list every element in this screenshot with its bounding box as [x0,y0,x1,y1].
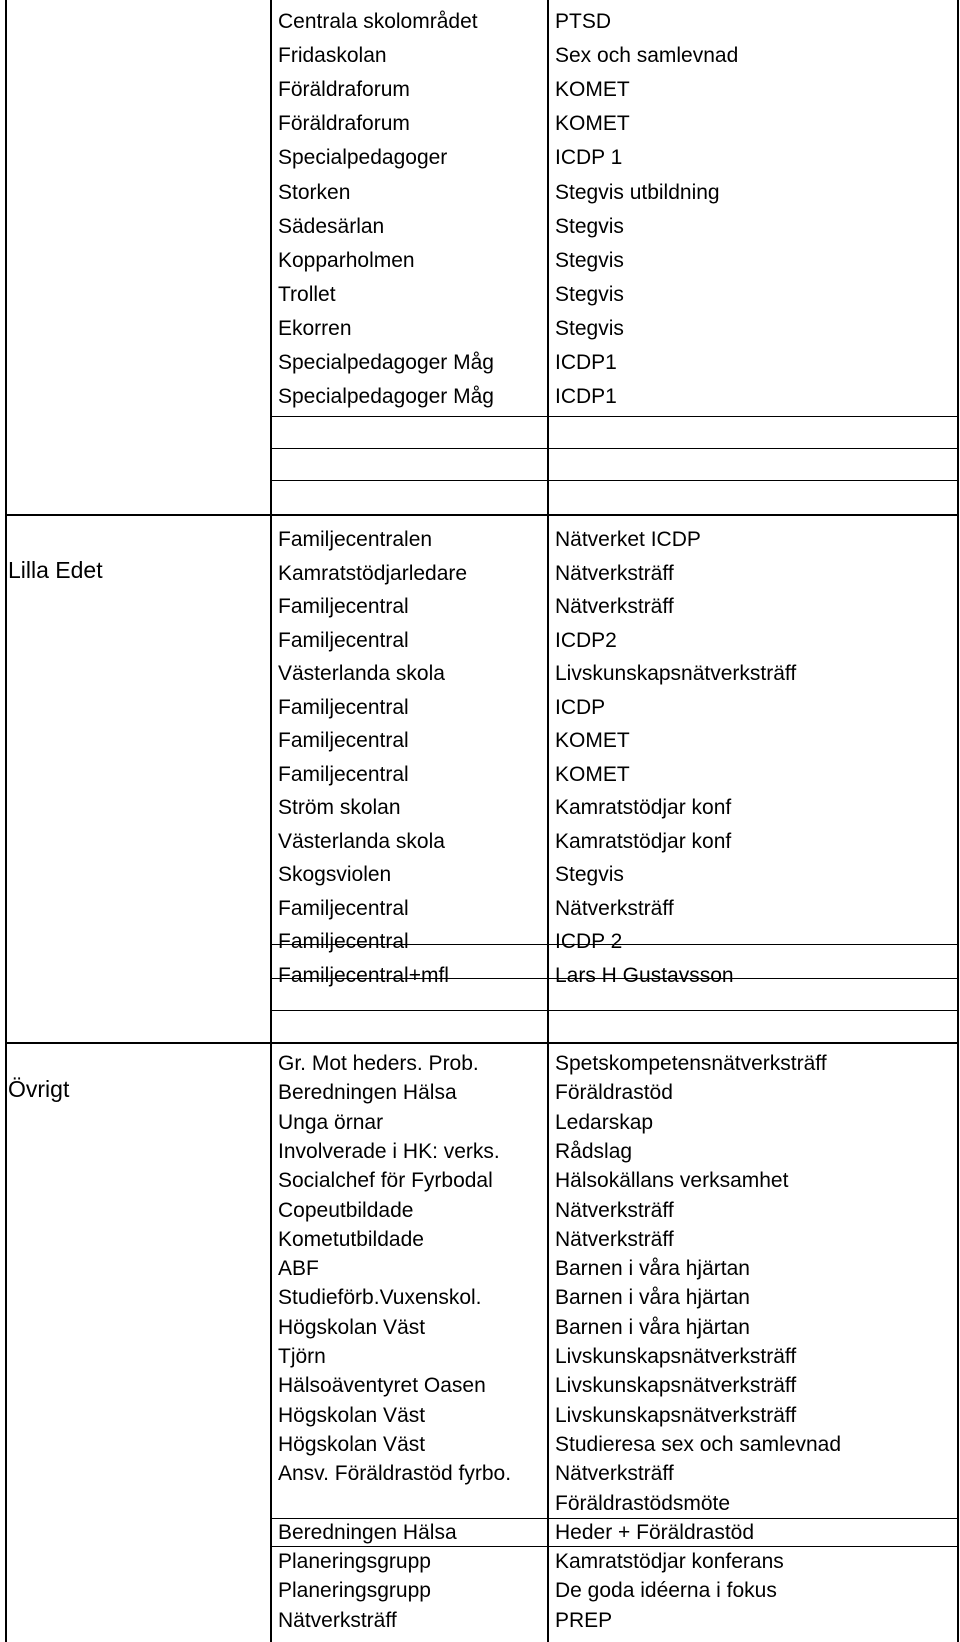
activity-cell: KOMET [555,763,630,786]
activity-cell: Livskunskapsnätverksträff [555,662,797,685]
activity-cell: Livskunskapsnätverksträff [555,1404,797,1427]
organisation-cell: Specialpedagoger [278,146,448,169]
activity-cell: KOMET [555,78,630,101]
activity-cell: Barnen i våra hjärtan [555,1286,750,1309]
organisation-cell: Tjörn [278,1345,326,1368]
activity-cell: Stegvis [555,215,624,238]
organisation-cell: Copeutbildade [278,1199,414,1222]
organisation-cell: Specialpedagoger Måg [278,351,494,374]
organisation-cell: Västerlanda skola [278,662,445,685]
organisation-cell: Familjecentral [278,729,409,752]
organisation-cell: Planeringsgrupp [278,1550,431,1573]
activity-cell: Heder + Föräldrastöd [555,1521,755,1544]
activity-cell: ICDP1 [555,385,617,408]
organisation-cell: Familjecentral [278,595,409,618]
organisation-cell: Nätverksträff [278,1609,397,1632]
activity-cell: Kamratstödjar konferans [555,1550,784,1573]
organisation-cell: Kometutbildade [278,1228,424,1251]
organisation-cell: Skogsviolen [278,863,392,886]
organisation-cell: Familjecentral [278,696,409,719]
activity-cell: Livskunskapsnätverksträff [555,1374,797,1397]
organisation-cell: Familjecentral [278,930,409,953]
activity-cell: Stegvis utbildning [555,181,720,204]
empty-row-border [270,448,959,449]
organisation-cell: Västerlanda skola [278,830,445,853]
organisation-cell: Hälsoäventyret Oasen [278,1374,486,1397]
activity-cell: Sex och samlevnad [555,44,739,67]
activity-cell: KOMET [555,729,630,752]
activity-cell: Barnen i våra hjärtan [555,1316,750,1339]
activity-cell: Hälsokällans verksamhet [555,1169,789,1192]
activity-cell: KOMET [555,112,630,135]
organisation-cell: Involverade i HK: verks. [278,1140,500,1163]
organisation-cell: Centrala skolområdet [278,10,478,33]
organisation-cell: Ansv. Föräldrastöd fyrbo. [278,1462,512,1485]
organisation-cell: Gr. Mot heders. Prob. [278,1052,479,1075]
activity-cell: Föräldrastödsmöte [555,1492,731,1515]
activity-cell: Stegvis [555,317,624,340]
activity-cell: ICDP1 [555,351,617,374]
activity-cell: Studieresa sex och samlevnad [555,1433,841,1456]
activity-cell: Lars H Gustavsson [555,964,734,987]
activity-cell: Nätverket ICDP [555,528,701,551]
organisation-cell: Högskolan Väst [278,1316,426,1339]
organisation-cell: Familjecentral [278,763,409,786]
activity-cell: Ledarskap [555,1111,654,1134]
organisation-cell: Beredningen Hälsa [278,1521,457,1544]
activity-cell: Barnen i våra hjärtan [555,1257,750,1280]
activity-cell: Kamratstödjar konf [555,796,732,819]
organisation-cell: Ekorren [278,317,352,340]
activity-cell: Kamratstödjar konf [555,830,732,853]
empty-row-border [270,416,959,417]
activity-cell: Stegvis [555,249,624,272]
activity-cell: ICDP2 [555,629,617,652]
empty-row-border [270,480,959,481]
section-separator [5,514,959,516]
organisation-cell: Beredningen Hälsa [278,1081,457,1104]
activity-cell: Nätverksträff [555,1462,674,1485]
organisation-cell: Familjecentral [278,629,409,652]
organisation-cell: Högskolan Väst [278,1404,426,1427]
section-label-lilla-edet: Lilla Edet [8,557,103,583]
activity-cell: ICDP 2 [555,930,623,953]
activity-cell: Livskunskapsnätverksträff [555,1345,797,1368]
activity-cell: Stegvis [555,283,624,306]
activity-cell: Rådslag [555,1140,633,1163]
organisation-cell: Föräldraforum [278,112,410,135]
divider-label-column [270,0,272,1642]
organisation-cell: Trollet [278,283,336,306]
organisation-cell: Socialchef för Fyrbodal [278,1169,493,1192]
organisation-cell: Ström skolan [278,796,401,819]
activity-cell: PREP [555,1609,613,1632]
organisation-cell: Sädesärlan [278,215,385,238]
organisation-cell: Högskolan Väst [278,1433,426,1456]
left-border [5,0,7,1642]
activity-cell: Nätverksträff [555,897,674,920]
activity-cell: ICDP [555,696,606,719]
activity-cell: Nätverksträff [555,595,674,618]
section-label-ovrigt: Övrigt [8,1076,70,1102]
activity-cell: Nätverksträff [555,1228,674,1251]
organisation-cell: Planeringsgrupp [278,1579,431,1602]
activity-cell: De goda idéerna i fokus [555,1579,777,1602]
section-separator [5,1042,959,1044]
organisation-cell: Familjecentralen [278,528,433,551]
organisation-cell: Unga örnar [278,1111,384,1134]
activity-cell: Stegvis [555,863,624,886]
empty-row-border [270,1010,959,1011]
organisation-cell: Storken [278,181,351,204]
activity-cell: Nätverksträff [555,1199,674,1222]
activity-cell: Spetskompetensnätverksträff [555,1052,827,1075]
organisation-cell: Kopparholmen [278,249,415,272]
organisation-cell: Familjecentral+mfl [278,964,449,987]
organisation-cell: Kamratstödjarledare [278,562,468,585]
activity-cell: Nätverksträff [555,562,674,585]
right-border [957,0,959,1642]
organisation-cell: Studieförb.Vuxenskol. [278,1286,482,1309]
organisation-cell: ABF [278,1257,319,1280]
organisation-cell: Föräldraforum [278,78,410,101]
organisation-cell: Familjecentral [278,897,409,920]
activity-cell: PTSD [555,10,612,33]
activity-cell: ICDP 1 [555,146,623,169]
organisation-cell: Specialpedagoger Måg [278,385,494,408]
activity-cell: Föräldrastöd [555,1081,673,1104]
divider-activity-column [547,0,549,1642]
organisation-cell: Fridaskolan [278,44,387,67]
